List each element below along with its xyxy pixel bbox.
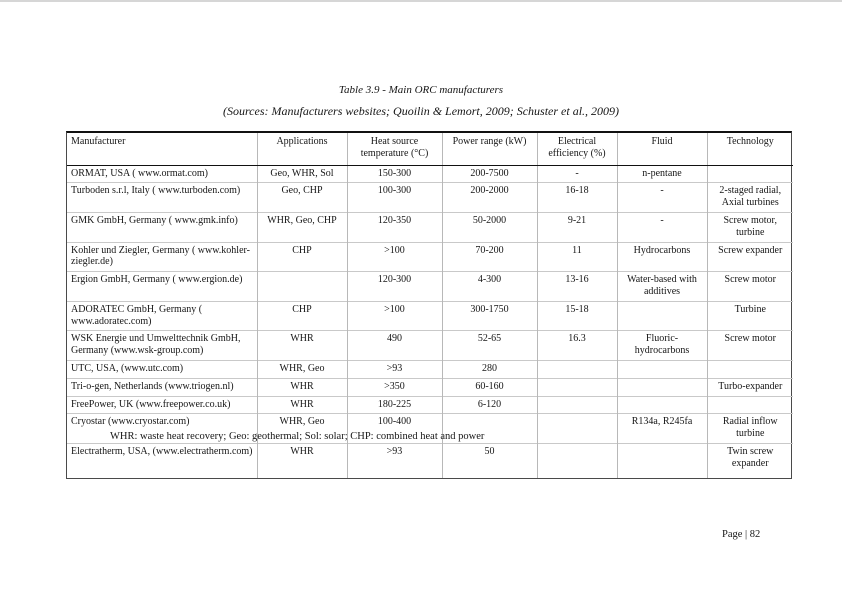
table-cell: 100-400	[347, 414, 442, 444]
table-cell: Fluoric-hydrocarbons	[617, 331, 707, 361]
table-row	[67, 212, 793, 242]
table-cell	[617, 360, 707, 378]
column-header-electrical-efficiency: Electrical efficiency (%)	[537, 133, 617, 165]
table-cell	[257, 272, 347, 302]
table-cell: 13-16	[537, 272, 617, 302]
window-top-edge	[0, 0, 842, 2]
table-row	[67, 183, 793, 213]
table-row	[67, 301, 793, 331]
table-row	[67, 443, 793, 477]
table-cell: >100	[347, 242, 442, 272]
table-cell: Turboden s.r.l, Italy ( www.turboden.com)	[67, 183, 257, 213]
table-row	[67, 331, 793, 361]
table-cell: WHR	[257, 331, 347, 361]
table-cell: 50	[442, 443, 537, 477]
table-cell: Ergion GmbH, Germany ( www.ergion.de)	[67, 272, 257, 302]
table-cell: WHR, Geo	[257, 360, 347, 378]
table-cell: Geo, CHP	[257, 183, 347, 213]
table-cell	[617, 443, 707, 477]
data-table	[67, 133, 793, 478]
table-header-row	[67, 133, 793, 165]
table-cell: Tri-o-gen, Netherlands (www.triogen.nl)	[67, 378, 257, 396]
table-footnote: WHR: waste heat recovery; Geo: geothermal; Sol: solar; CHP: combined heat and power	[110, 431, 485, 442]
table-cell: 280	[442, 360, 537, 378]
table-cell: 120-350	[347, 212, 442, 242]
table-title: Table 3.9 - Main ORC manufacturers	[338, 84, 504, 96]
table-cell: Kohler und Ziegler, Germany ( www.kohler-ziegler.de)	[67, 242, 257, 272]
table-cell	[617, 396, 707, 414]
table-cell: 4-300	[442, 272, 537, 302]
table-cell: WHR	[257, 396, 347, 414]
table-cell: WSK Energie und Umwelttechnik GmbH, Germany (www.wsk-group.com)	[67, 331, 257, 361]
table-cell: >350	[347, 378, 442, 396]
column-header-manufacturer: Manufacturer	[67, 133, 257, 165]
column-header-applications: Applications	[257, 133, 347, 165]
table-cell	[617, 378, 707, 396]
table-cell: 200-7500	[442, 165, 537, 183]
table-cell: Screw motor, turbine	[707, 212, 793, 242]
table-cell	[707, 165, 793, 183]
page-number: Page | 82	[722, 529, 761, 540]
table-row	[67, 272, 793, 302]
table-cell: 50-2000	[442, 212, 537, 242]
table-cell	[537, 443, 617, 477]
table-cell: 300-1750	[442, 301, 537, 331]
orc-manufacturers-table	[66, 131, 792, 479]
table-cell: Water-based with additives	[617, 272, 707, 302]
table-cell: CHP	[257, 301, 347, 331]
table-cell: 150-300	[347, 165, 442, 183]
table-cell: UTC, USA, (www.utc.com)	[67, 360, 257, 378]
table-cell: Electratherm, USA, (www.electratherm.com)	[67, 443, 257, 477]
table-cell: -	[617, 183, 707, 213]
table-cell: Screw expander	[707, 242, 793, 272]
table-cell	[537, 378, 617, 396]
table-cell: 180-225	[347, 396, 442, 414]
table-cell: 60-160	[442, 378, 537, 396]
table-cell: Cryostar (www.cryostar.com)	[67, 414, 257, 444]
table-cell: Screw motor	[707, 331, 793, 361]
column-header-fluid: Fluid	[617, 133, 707, 165]
table-cell: CHP	[257, 242, 347, 272]
table-cell: FreePower, UK (www.freepower.co.uk)	[67, 396, 257, 414]
table-cell: WHR	[257, 443, 347, 477]
table-cell: >93	[347, 360, 442, 378]
table-cell: -	[617, 212, 707, 242]
table-cell: ORMAT, USA ( www.ormat.com)	[71, 167, 208, 179]
table-cell	[707, 360, 793, 378]
table-cell: -	[537, 165, 617, 183]
table-cell: 70-200	[442, 242, 537, 272]
table-cell: GMK GmbH, Germany ( www.gmk.info)	[67, 212, 257, 242]
table-cell: Turbo-expander	[707, 378, 793, 396]
table-sources: (Sources: Manufacturers websites; Quoilin & Lemort, 2009; Schuster et al., 2009)	[222, 104, 620, 118]
table-cell: Twin screw expander	[707, 443, 793, 477]
table-cell	[707, 396, 793, 414]
table-cell: 15-18	[537, 301, 617, 331]
table-cell: >93	[347, 443, 442, 477]
table-cell: 490	[347, 331, 442, 361]
table-row	[67, 378, 793, 396]
table-cell	[617, 301, 707, 331]
table-cell: 6-120	[442, 396, 537, 414]
table-cell: 9-21	[537, 212, 617, 242]
table-cell: >100	[347, 301, 442, 331]
table-cell: R134a, R245fa	[617, 414, 707, 444]
table-cell: WHR, Geo, CHP	[257, 212, 347, 242]
table-row	[67, 165, 793, 183]
column-header-power-range: Power range (kW)	[442, 133, 537, 165]
table-row	[67, 242, 793, 272]
table-cell: WHR	[257, 378, 347, 396]
table-cell: 200-2000	[442, 183, 537, 213]
table-cell: Hydrocarbons	[617, 242, 707, 272]
table-cell: 100-300	[347, 183, 442, 213]
table-cell: Screw motor	[707, 272, 793, 302]
table-cell: 16.3	[537, 331, 617, 361]
table-cell: 16-18	[537, 183, 617, 213]
table-cell: 120-300	[347, 272, 442, 302]
column-header-heat-source-temperature: Heat source temperature (°C)	[347, 133, 442, 165]
column-header-technology: Technology	[707, 133, 793, 165]
table-cell: 2-staged radial, Axial turbines	[707, 183, 793, 213]
table-cell	[537, 360, 617, 378]
table-cell	[537, 414, 617, 444]
table-cell: ADORATEC GmbH, Germany ( www.adoratec.com)	[67, 301, 257, 331]
table-cell: Geo, WHR, Sol	[257, 165, 347, 183]
table-cell: 52-65	[442, 331, 537, 361]
table-cell: WHR, Geo	[257, 414, 347, 444]
table-cell: Turbine	[707, 301, 793, 331]
table-row	[67, 360, 793, 378]
table-cell: 11	[537, 242, 617, 272]
table-row	[67, 396, 793, 414]
table-cell: Radial inflow turbine	[707, 414, 793, 444]
table-cell	[537, 396, 617, 414]
table-cell: n-pentane	[617, 165, 707, 183]
